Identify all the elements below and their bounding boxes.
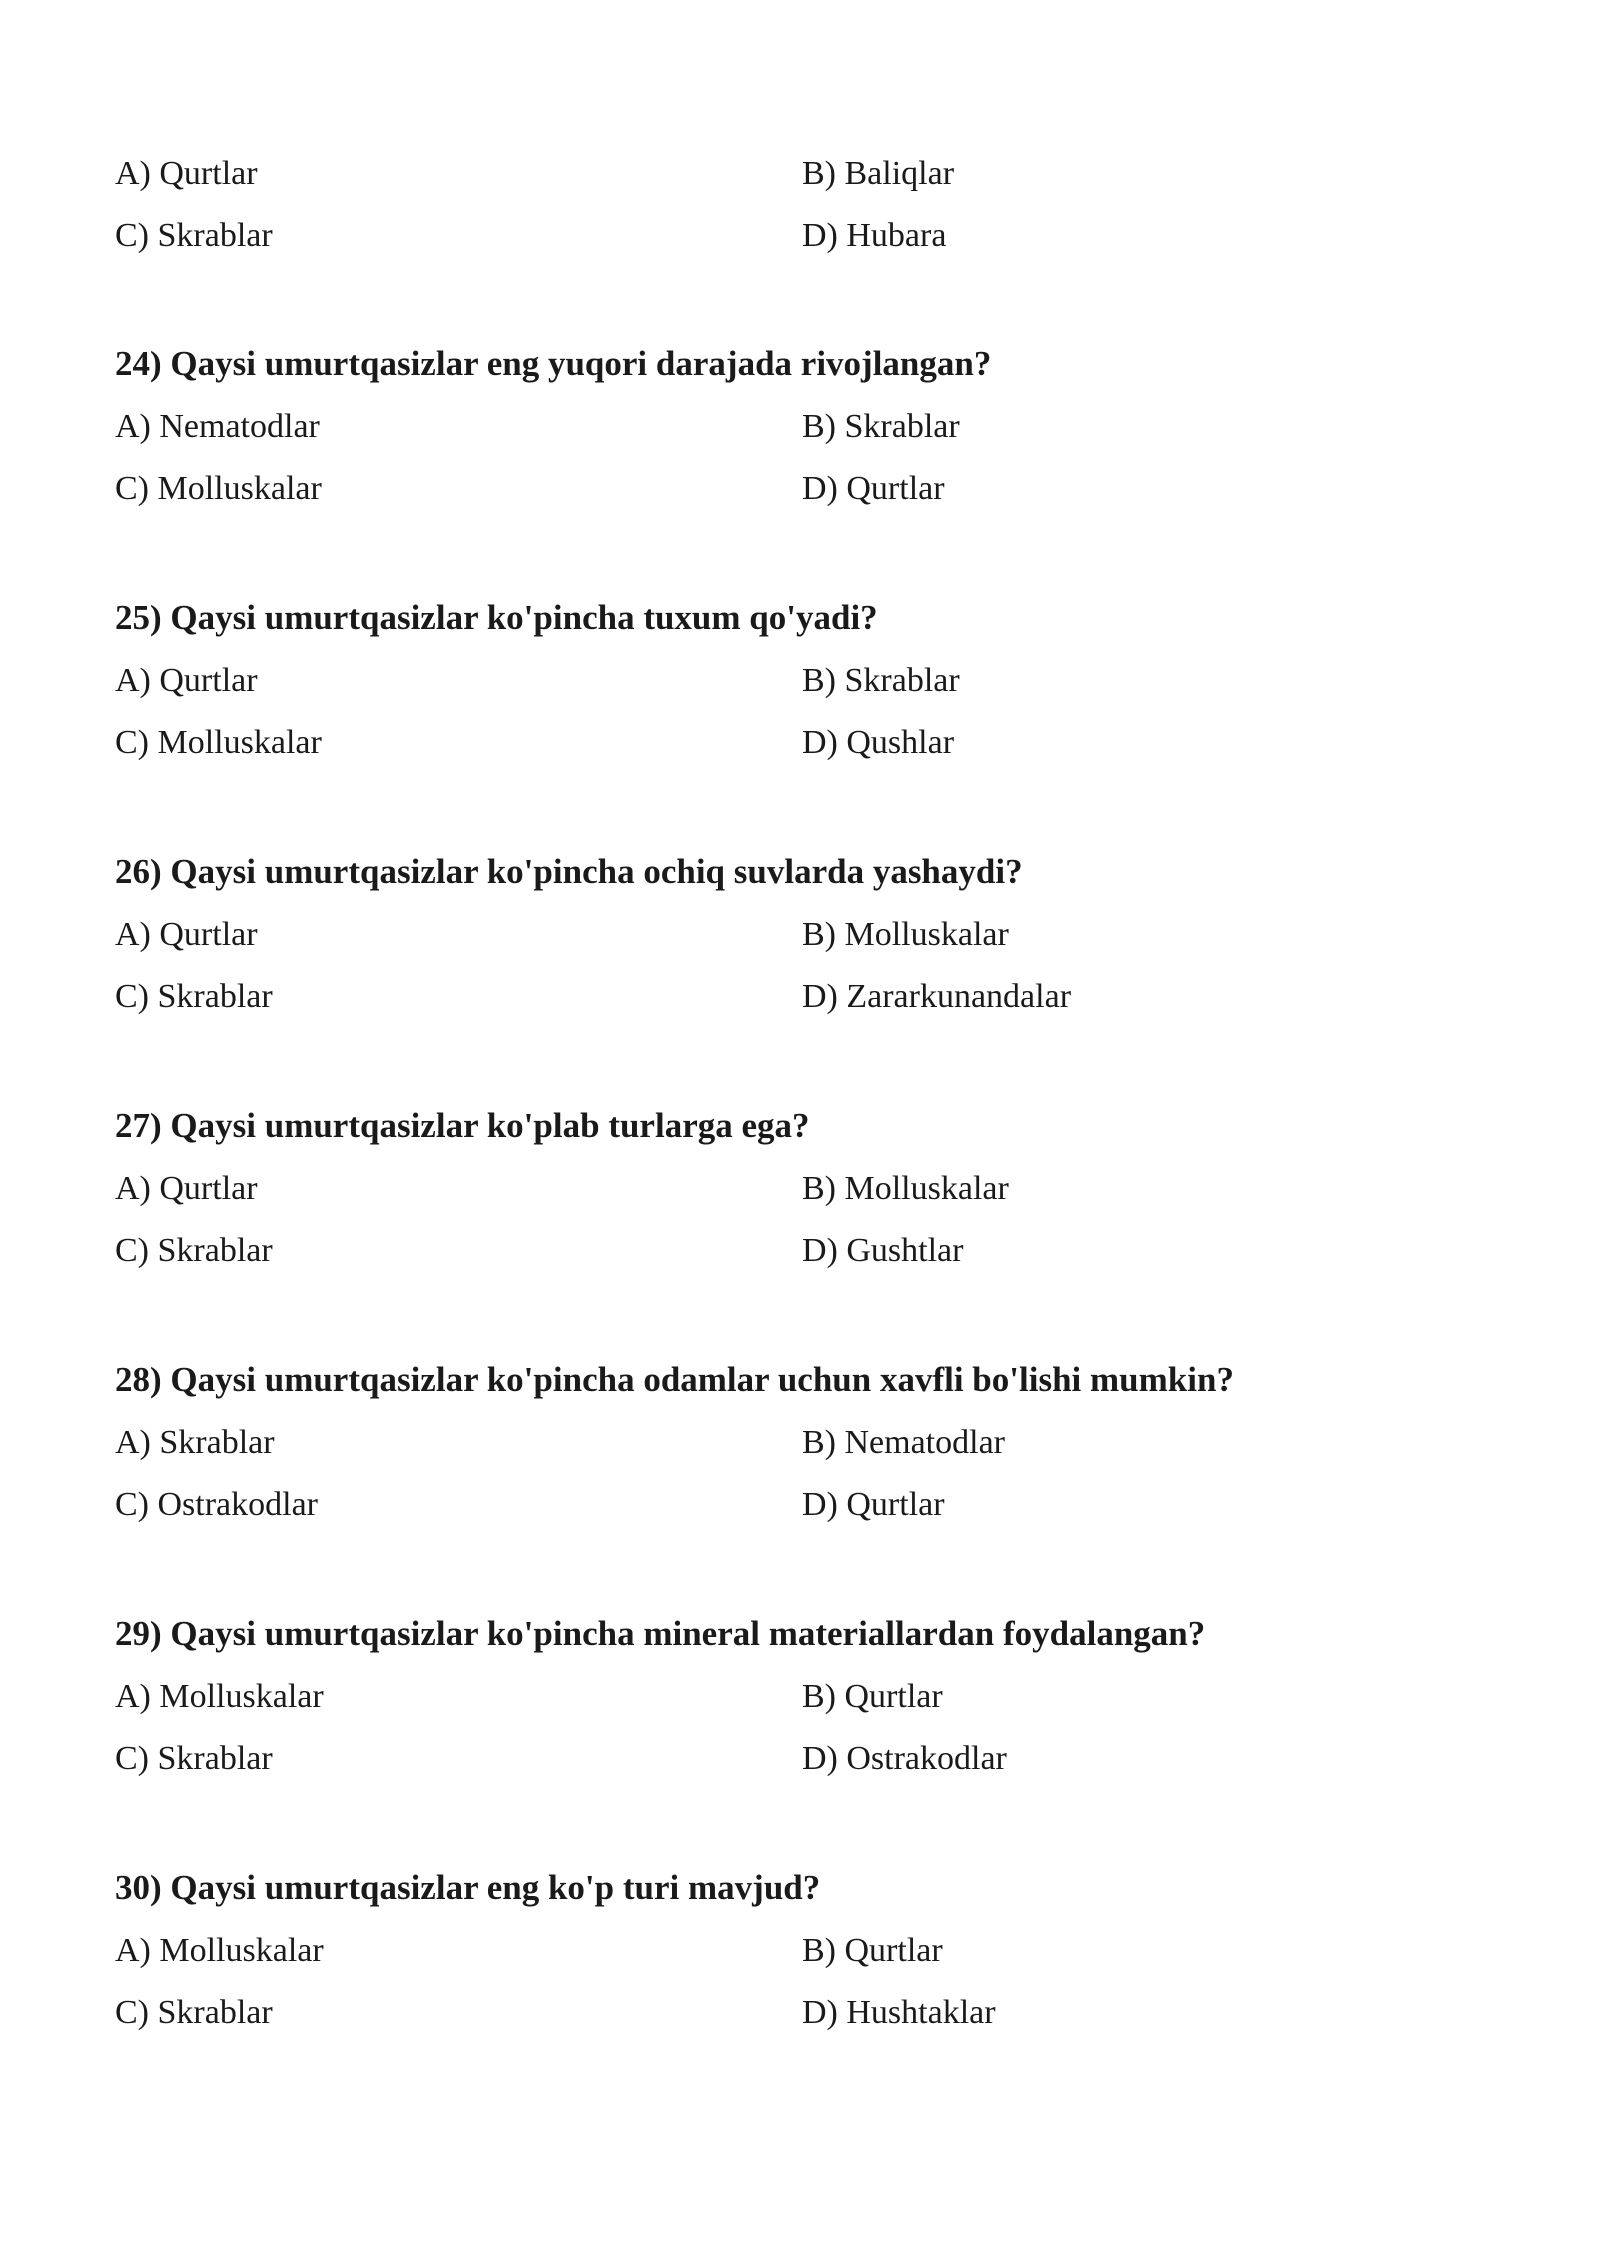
option-row xyxy=(0,659,1600,703)
option-b: B) Qurtlar xyxy=(802,1932,943,1969)
option-row xyxy=(0,1229,1600,1273)
option-row xyxy=(0,975,1600,1019)
option-row xyxy=(0,405,1600,449)
question-26: 26) Qaysi umurtqasizlar ko'pincha ochiq suvlarda yashaydi? xyxy=(115,852,1023,891)
question-30: 30) Qaysi umurtqasizlar eng ko'p turi mavjud? xyxy=(115,1868,821,1907)
option-b: B) Qurtlar xyxy=(802,1678,943,1715)
option-d: D) Qurtlar xyxy=(802,470,945,507)
option-b: B) Baliqlar xyxy=(802,155,955,192)
option-row xyxy=(0,1737,1600,1781)
option-a: A) Molluskalar xyxy=(115,1932,324,1969)
option-a: A) Skrablar xyxy=(115,1424,275,1461)
option-row xyxy=(0,152,1600,196)
option-b: B) Nematodlar xyxy=(802,1424,1005,1461)
option-c: C) Skrablar xyxy=(115,1740,273,1777)
option-b: B) Skrablar xyxy=(802,408,960,445)
option-a: A) Molluskalar xyxy=(115,1678,324,1715)
option-b: B) Skrablar xyxy=(802,662,960,699)
option-a: A) Qurtlar xyxy=(115,1170,258,1207)
option-d: D) Qurtlar xyxy=(802,1486,945,1523)
question-29: 29) Qaysi umurtqasizlar ko'pincha mineral materiallardan foydalangan? xyxy=(115,1614,1206,1653)
option-row xyxy=(0,913,1600,957)
option-d: D) Hushtaklar xyxy=(802,1994,996,2031)
option-d: D) Zararkunandalar xyxy=(802,978,1072,1015)
option-row xyxy=(0,1929,1600,1973)
option-row xyxy=(0,1483,1600,1527)
option-c: C) Molluskalar xyxy=(115,724,322,761)
option-row xyxy=(0,1421,1600,1465)
option-row xyxy=(0,467,1600,511)
option-a: A) Qurtlar xyxy=(115,155,258,192)
option-d: D) Qushlar xyxy=(802,724,955,761)
option-c: C) Skrablar xyxy=(115,1994,273,2031)
question-27: 27) Qaysi umurtqasizlar ko'plab turlarga ega? xyxy=(115,1106,810,1145)
option-c: C) Skrablar xyxy=(115,217,273,254)
option-a: A) Qurtlar xyxy=(115,662,258,699)
option-row xyxy=(0,1167,1600,1211)
option-c: C) Ostrakodlar xyxy=(115,1486,319,1523)
option-b: B) Molluskalar xyxy=(802,916,1009,953)
option-row xyxy=(0,214,1600,258)
option-row xyxy=(0,721,1600,765)
question-24: 24) Qaysi umurtqasizlar eng yuqori darajada rivojlangan? xyxy=(115,344,992,383)
option-d: D) Gushtlar xyxy=(802,1232,964,1269)
option-row xyxy=(0,1991,1600,2035)
question-28: 28) Qaysi umurtqasizlar ko'pincha odamlar uchun xavfli bo'lishi mumkin? xyxy=(115,1360,1234,1399)
option-a: A) Nematodlar xyxy=(115,408,320,445)
option-row xyxy=(0,1675,1600,1719)
option-b: B) Molluskalar xyxy=(802,1170,1009,1207)
question-25: 25) Qaysi umurtqasizlar ko'pincha tuxum qo'yadi? xyxy=(115,598,878,637)
option-d: D) Hubara xyxy=(802,217,947,254)
option-d: D) Ostrakodlar xyxy=(802,1740,1007,1777)
option-a: A) Qurtlar xyxy=(115,916,258,953)
option-c: C) Skrablar xyxy=(115,1232,273,1269)
option-c: C) Molluskalar xyxy=(115,470,322,507)
option-c: C) Skrablar xyxy=(115,978,273,1015)
